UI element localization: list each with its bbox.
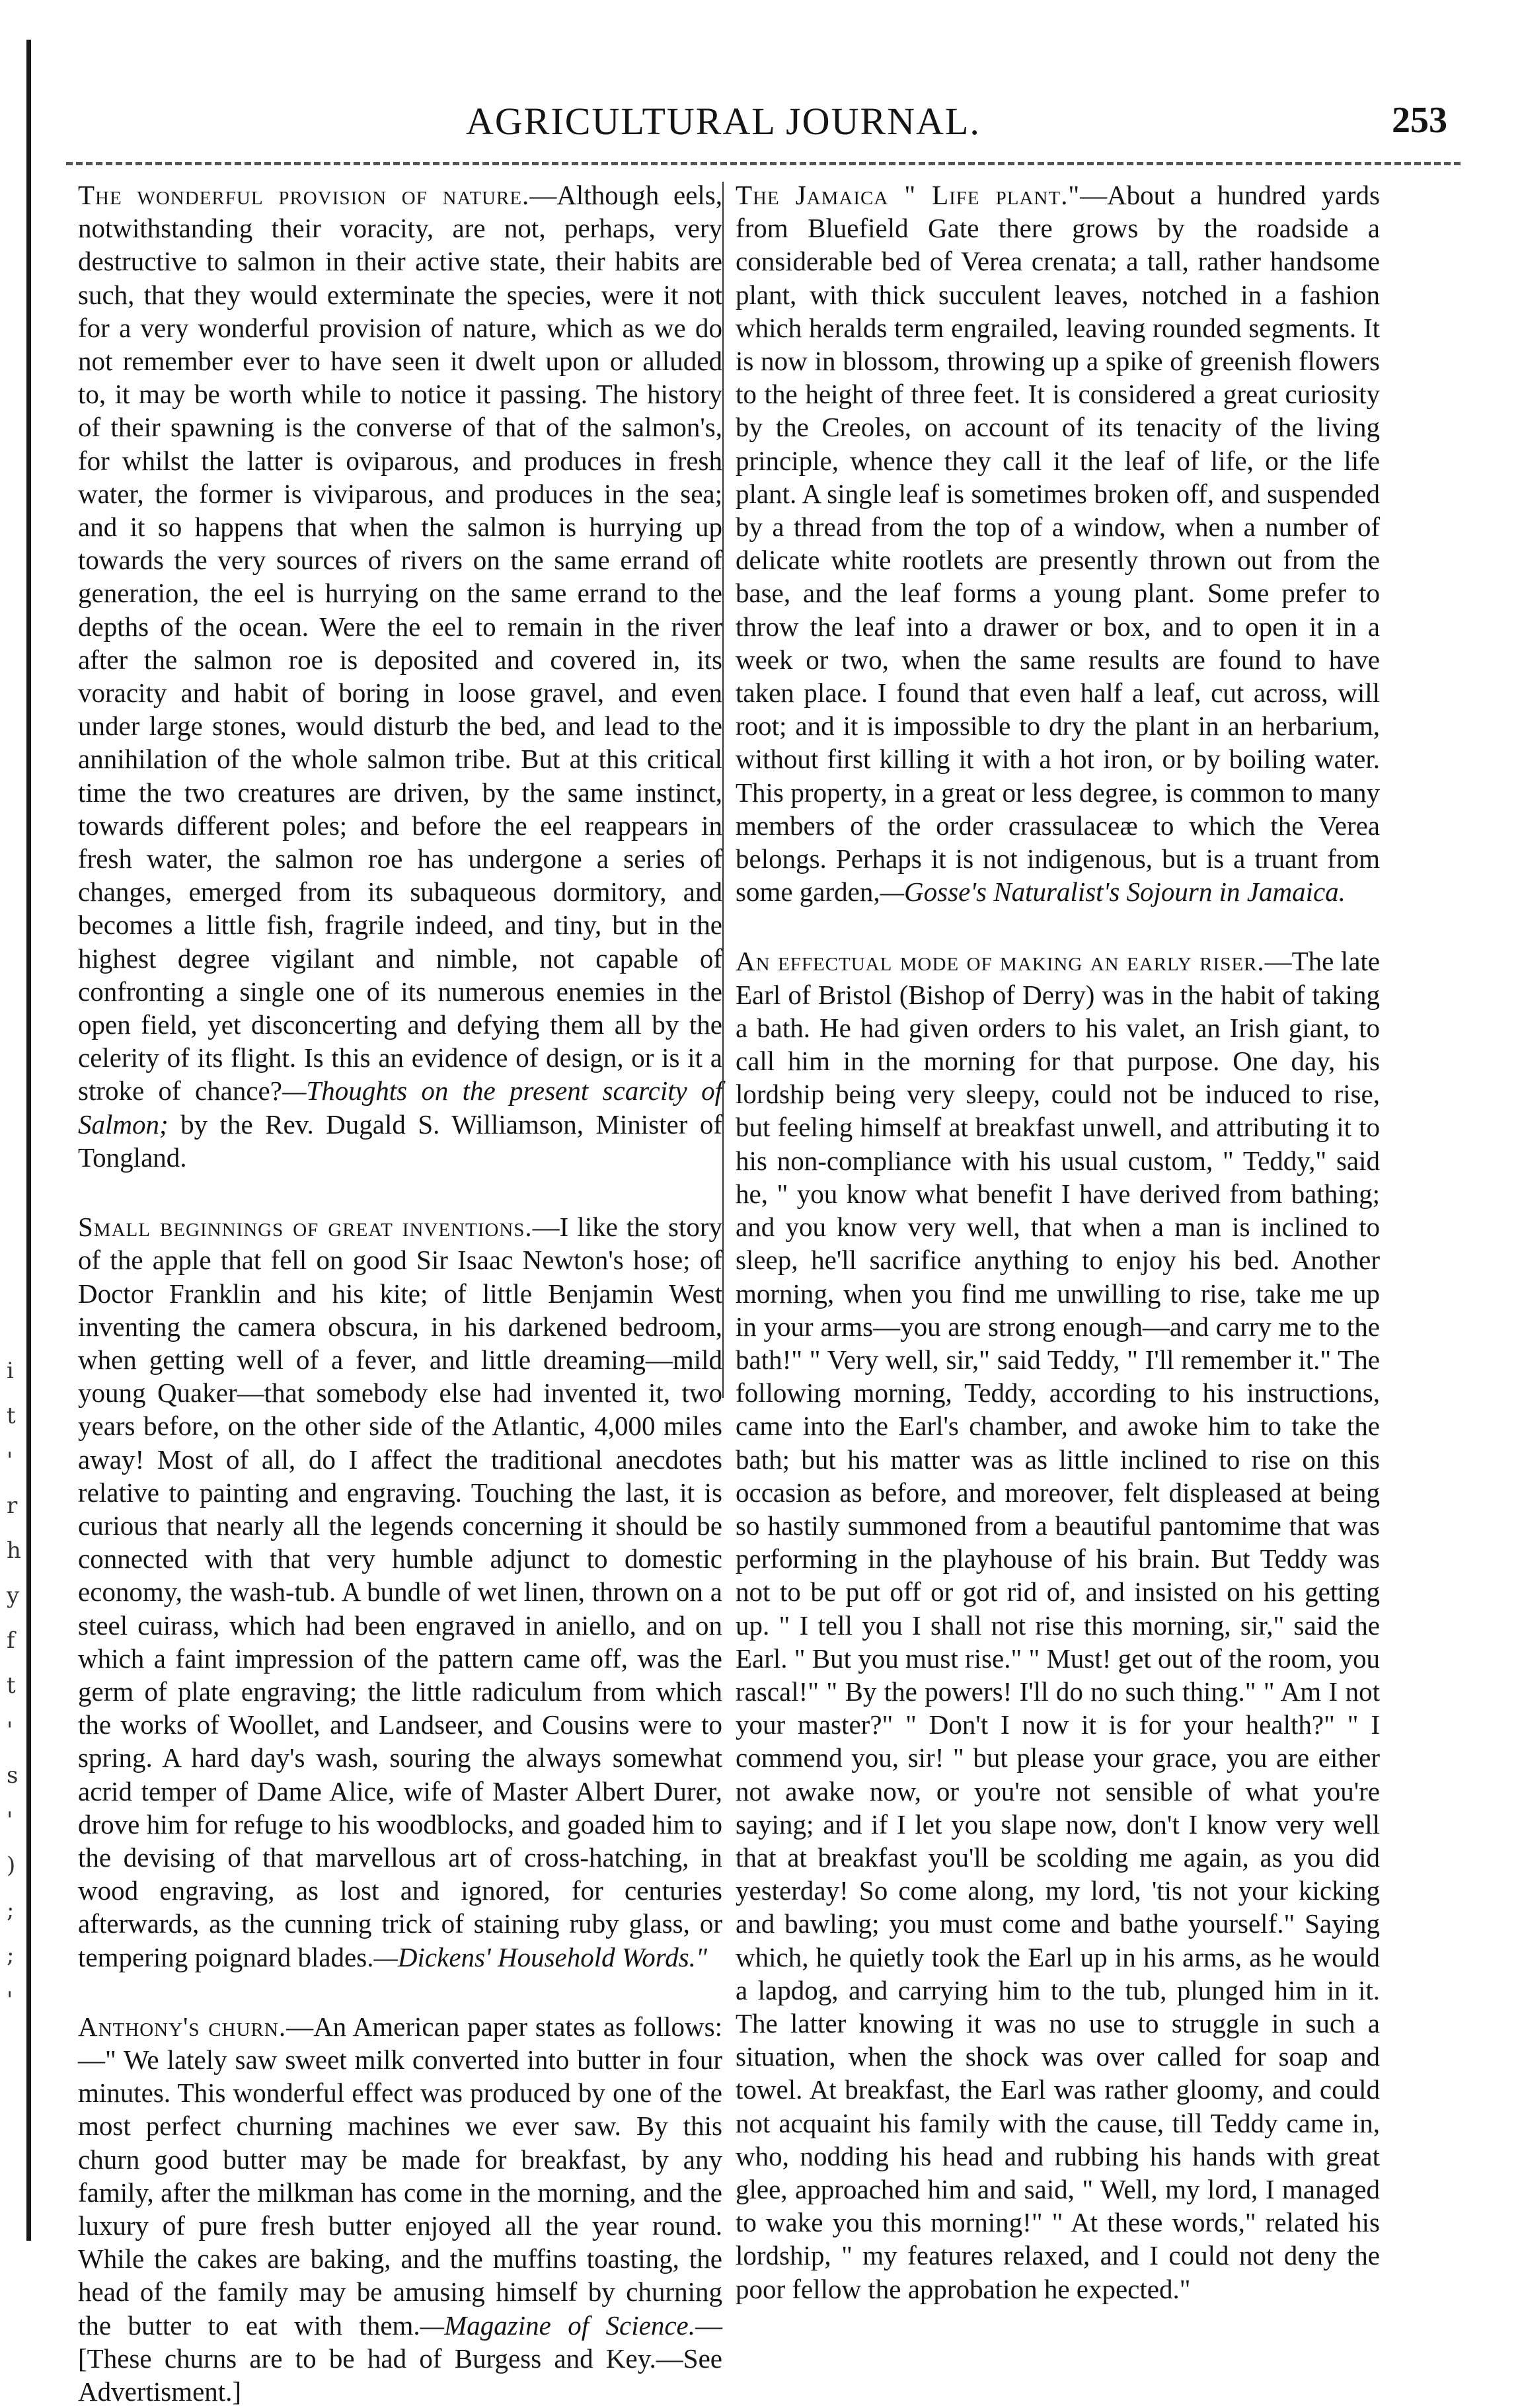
right-column xyxy=(736,178,1381,2304)
article-heading: The Jamaica " Life plant." xyxy=(736,180,1081,210)
article-small-beginnings xyxy=(78,1210,722,1974)
article-paragraph xyxy=(78,178,722,1174)
article-paragraph xyxy=(736,178,1380,908)
page-number: 253 xyxy=(1392,100,1447,141)
article-body: —Although eels, notwithstanding their voracity, are not, perhaps, very destructive to salmon in their active state, their habits are such, that they would exterminate the species, were it not for a very wonderful provision of nature, which as we do not remember ever to have seen it dwelt upon or alluded to, it may be worth while to notice it passing. The history of their spawning is the converse of that of the salmon's, for whilst the latter is oviparous, and produces in fresh water, the former is viviparous, and produces in the sea; and it so happens that when the salmon is hurrying up towards the very sources of rivers on the same errand of generation, the eel is hurrying on the same errand to the depths of the ocean. Were the eel to remain in the river after the salmon roe is deposited and covered in, its voracity and habit of boring in loose gravel, and even under large stones, would disturb the bed, and lead to the annihilation of the whole salmon tribe. But at this critical time the two creatures are driven, by the same instinct, towards different poles; and before the eel reappears in fresh water, the salmon roe has undergone a series of changes, emerged from its subaqueous dormitory, and becomes a little fish, fragrile indeed, and tiny, but in the highest degree vigilant and nimble, not capable of confronting a single one of its numerous enemies in the open field, yet disconcerting and defying them all by the celerity of its flight. Is this an evidence of design, or is it a stroke of chance? xyxy=(78,180,722,1107)
article-heading: Small beginnings of great inventions. xyxy=(78,1212,533,1243)
article-early-riser xyxy=(736,945,1380,2305)
article-paragraph xyxy=(78,2010,722,2408)
header-rule xyxy=(66,162,1461,165)
article-source: —Thoughts on the present scarcity of Salmon; xyxy=(78,1075,722,1140)
running-head: AGRICULTURAL JOURNAL. xyxy=(466,100,981,143)
article-heading: An effectual mode of making an early riser. xyxy=(736,946,1265,977)
article-body: —About a hundred yards from Bluefield Gate there grows by the roadside a considerable bed of Verea crenata; a tall, rather handsome plant, with thick succulent leaves, notched in a fashion which heralds term engrailed, leaving rounded segments. It is now in blossom, throwing up a spike of greenish flowers to the height of three feet. It is considered a great curiosity by the Creoles, on account of its tenacity of the living principle, whence they call it the leaf of life, or the life plant. A single leaf is sometimes broken off, and suspended by a thread from the top of a window, when a number of delicate white rootlets are presently thrown out from the base, and the leaf forms a young plant. Some prefer to throw the leaf into a drawer or box, and to open it in a week or two, when the same results are found to have taken place. I found that even half a leaf, cut across, will root; and it is impossible to dry the plant in an herbarium, without first killing it with a hot iron, or by boiling water. This property, in a great or less degree, is common to many members of the order crassulaceæ to which the Verea belongs. Perhaps it is not indigenous, but is a truant from some garden, xyxy=(736,180,1381,908)
article-anthonys-churn xyxy=(78,2010,722,2408)
article-paragraph xyxy=(78,1210,722,1974)
article-body: —An American paper states as follows:—" We lately saw sweet milk converted into butter in four minutes. This wonderful effect was produced by one of the most perfect churning machines we ever saw. By this churn good butter may be made for breakfast, by any family, after the milkman has come in the morning, and the luxury of pure fresh butter enjoyed all the year round. While the cakes are baking, and the muffins toasting, the head of the family may be amusing himself by churning the butter to eat with them. xyxy=(78,2011,722,2341)
article-source: —Gosse's Naturalist's Sojourn in Jamaica. xyxy=(880,876,1346,908)
article-body: —The late Earl of Bristol (Bishop of Derry) was in the habit of taking a bath. He had given orders to his valet, an Irish giant, to call him in the morning for that purpose. One day, his lordship being very sleepy, could not be induced to rise, but feeling himself at breakfast unwell, and attributing it to his non-compliance with his usual custom, " Teddy," said he, " you know what benefit I have derived from bathing; and you know very well, that when a man is inclined to sleep, he'll sacrifice anything to enjoy his bed. Another morning, when you find me unwilling to rise, take me up in your arms—you are strong enough—and carry me to the bath!" " Very well, sir," said Teddy, " I'll remember it." The following morning, Teddy, according to his instructions, came into the Earl's chamber, and awoke him to take the bath; but his matter was as little inclined to rise on this occasion as before, and moreover, felt displeased at being so hastily summoned from a beautiful pantomime that was performing in the playhouse of his brain. But Teddy was not to be put off or got rid of, and insisted on his getting up. " I tell you I shall not rise this morning, sir," said the Earl. " But you must rise." " Must! get out of the room, you rascal!" " By the powers! I'll do no such thing." " Am I not your master?" " Don't I now it is for your health?" " I commend you, sir! " but please your grace, you are either not awake now, or you're not sensible of what you're saying; and if I let you slape now, don't I know very well that at breakfast you'll be scolding me again, as you did yesterday! So come along, my lord, 'tis not your kicking and bawling; you must come and bathe yourself." Saying which, he quietly took the Earl up in his arms, as he would a lapdog, and carrying him to the tub, plunged him in it. The latter knowing it was no use to struggle in such a situation, when the shock was over called for soap and towel. At breakfast, the Earl was rather gloomy, and could not acquaint his family with the cause, till Teddy came in, who, nodding his head and rubbing his hands with great glee, approached him and said, " Well, my lord, I managed to wake you this morning!" " At these words," related his lordship, " my features relaxed, and I could not deny the poor fellow the approbation he expected." xyxy=(736,946,1380,2304)
article-heading: The wonderful provision of nature. xyxy=(78,180,530,210)
margin-marks: i t ' r h y f t ' s ' ) ; ; ' xyxy=(7,1358,21,2013)
article-wonderful-provision xyxy=(78,178,722,1174)
article-tail: by the Rev. Dugald S. Williamson, Minister of Tongland. xyxy=(78,1108,722,1173)
page-header xyxy=(79,99,1461,159)
article-heading: Anthony's churn. xyxy=(78,2011,287,2042)
left-column xyxy=(78,178,722,2407)
article-life-plant xyxy=(736,178,1380,908)
article-tail: —[These churns are to be had of Burgess and Key.—See Advertisment.] xyxy=(78,2310,722,2407)
article-source: —Dickens' Household Words." xyxy=(373,1941,708,1972)
article-paragraph xyxy=(736,945,1380,2305)
binding-edge-rule xyxy=(26,40,31,2241)
column-divider xyxy=(722,182,724,1398)
article-source: —Magazine of Science. xyxy=(420,2310,695,2341)
article-body: —I like the story of the apple that fell on good Sir Isaac Newton's hose; of Doctor Franklin and his kite; of little Benjamin West inventing the camera obscura, in his darkened bedroom, when getting well of a fever, and little dreaming—mild young Quaker—that somebody else had invented it, two years before, on the other side of the Atlantic, 4,000 miles away! Most of all, do I affect the traditional anecdotes relative to painting and engraving. Touching the last, it is curious that nearly all the legends concerning it should be connected with that very humble adjunct to domestic economy, the wash-tub. A bundle of wet linen, thrown on a steel cuirass, which had been engraved in aniello, and on which a faint impression of the pattern came off, was the germ of plate engraving; the little radiculum from which the works of Woollet, and Landseer, and Cousins were to spring. A hard day's wash, souring the always somewhat acrid temper of Dame Alice, wife of Master Albert Durer, drove him for refuge to his woodblocks, and goaded him to the devising of that marvellous art of cross-hatching, in wood engraving, as lost and ignored, for centuries afterwards, as the cunning trick of staining ruby glass, or tempering poignard blades. xyxy=(78,1212,722,1972)
